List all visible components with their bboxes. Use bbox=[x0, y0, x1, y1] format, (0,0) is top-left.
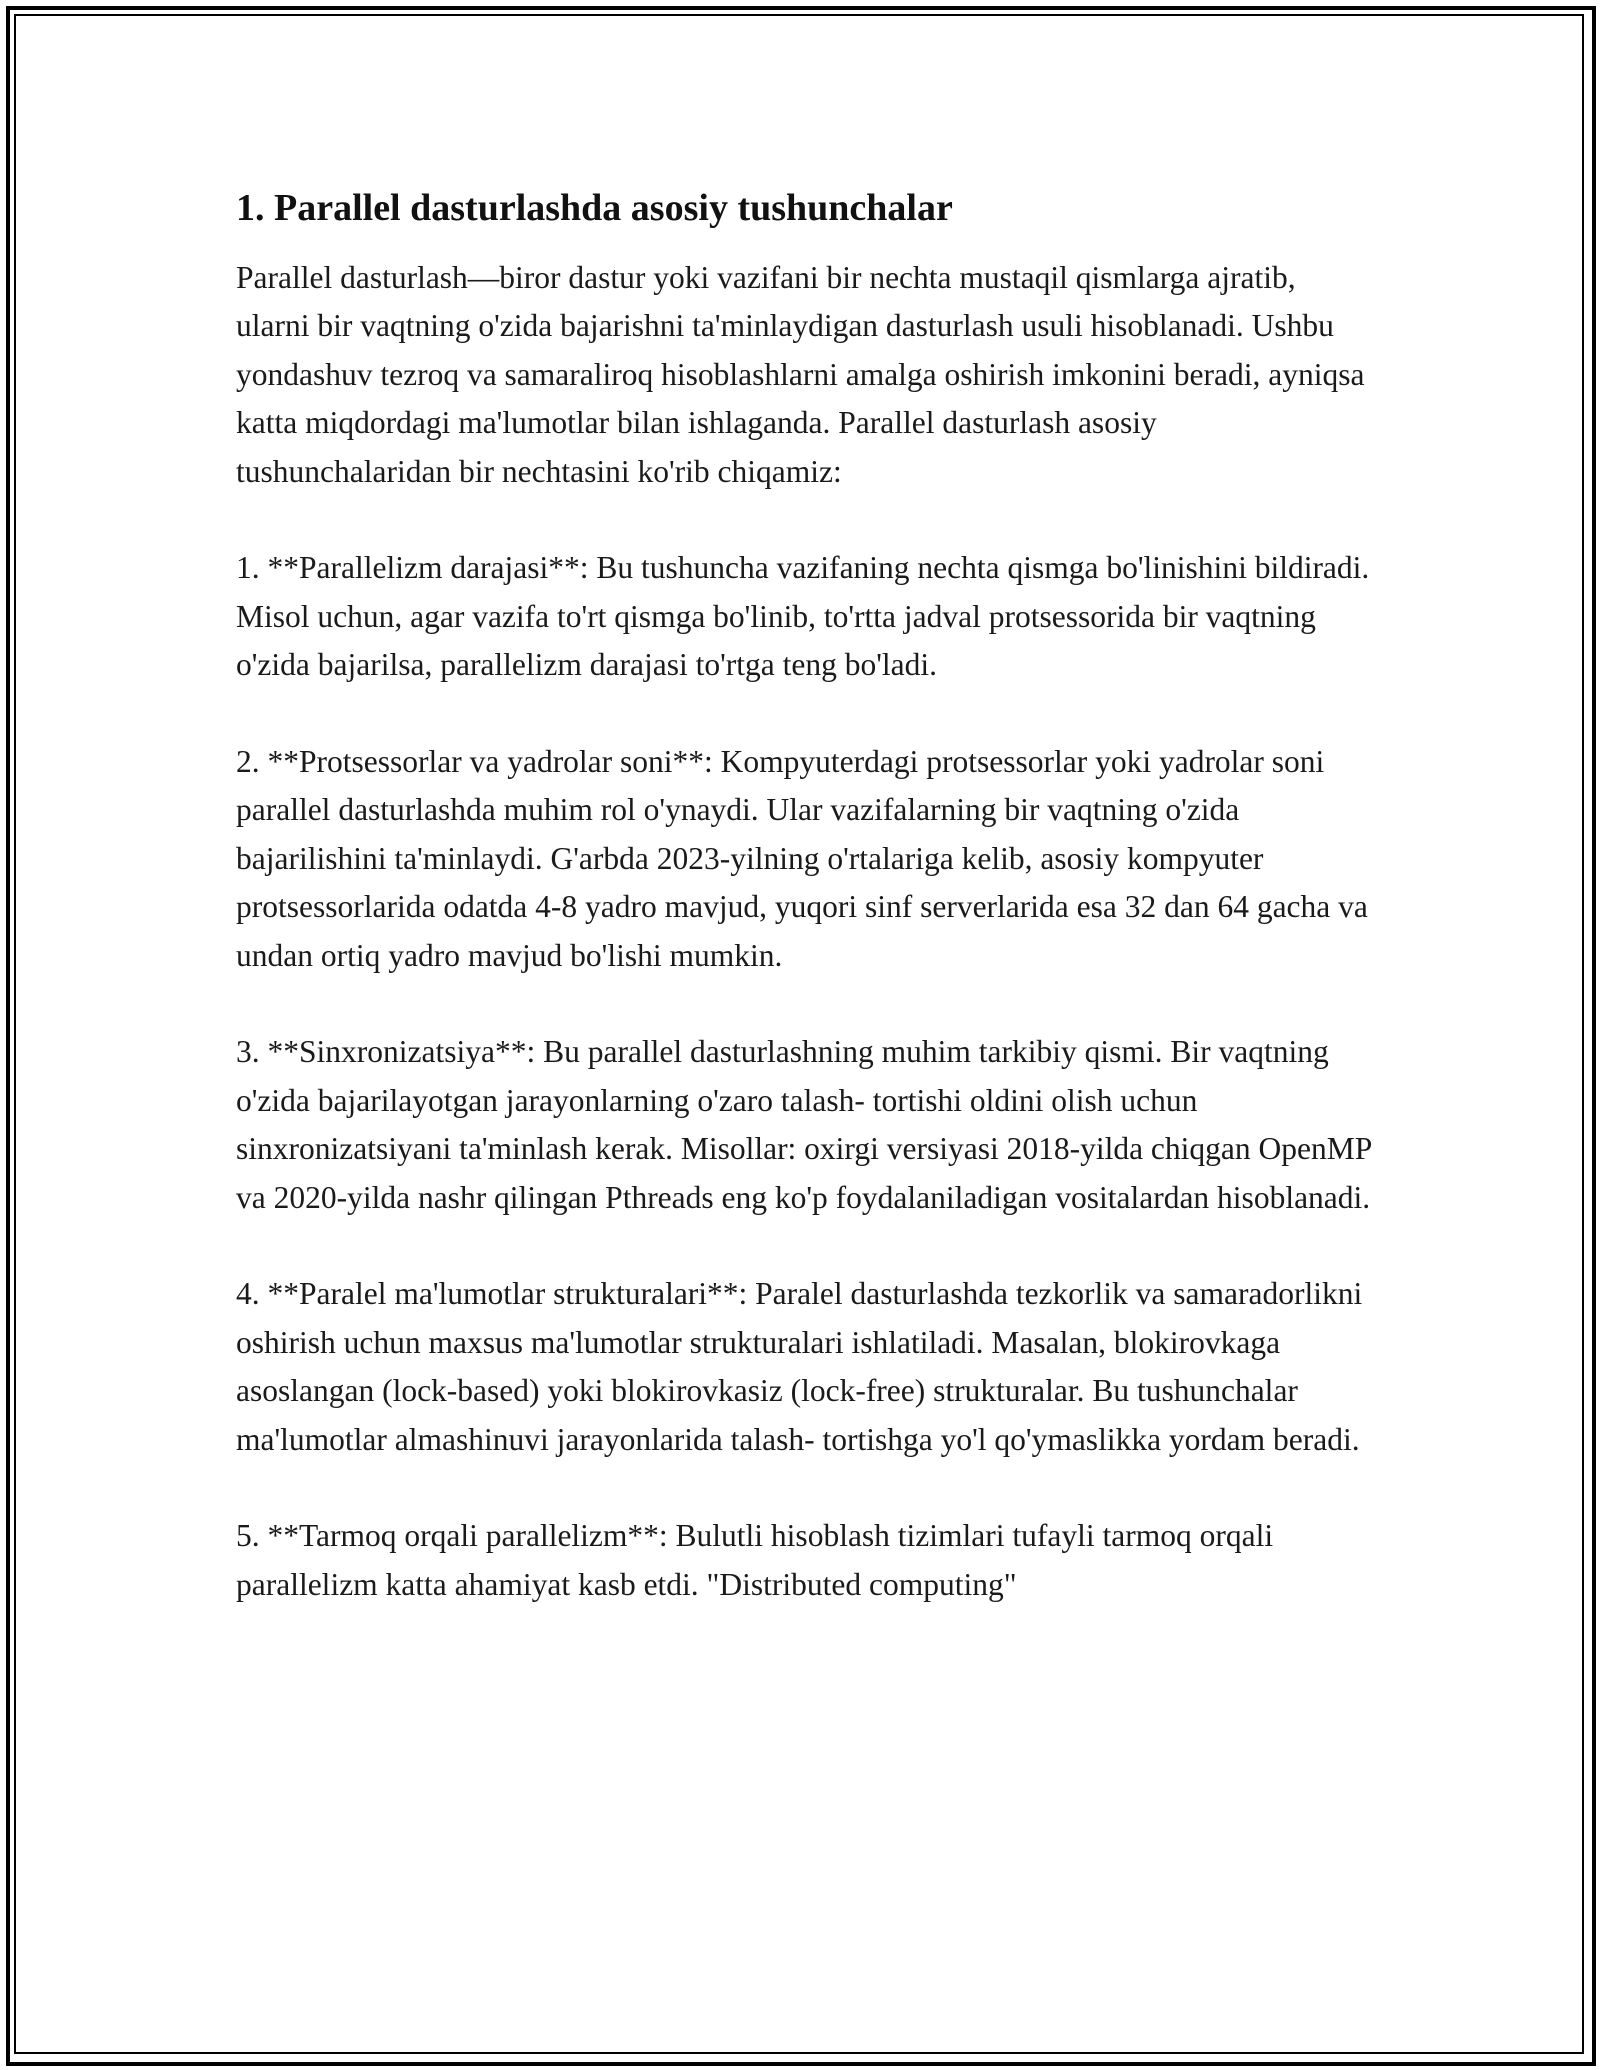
document-body bbox=[236, 184, 1376, 1609]
list-item-network-parallelism: 5. **Tarmoq orqali parallelizm**: Bulutli hisoblash tizimlari tufayli tarmoq orqali parallelizm katta ahamiyat kasb etdi. "Distributed computing" bbox=[236, 1518, 1274, 1602]
section-heading: 1. Parallel dasturlashda asosiy tushunchalar bbox=[236, 187, 953, 229]
list-item-synchronization: 3. **Sinxronizatsiya**: Bu parallel dasturlashning muhim tarkibiy qismi. Bir vaqtning o'zida bajarilayotgan jarayonlarning o'zaro talash- tortishi oldini olish uchun sinxronizatsiyani ta'minlash kerak. Misollar: oxirgi versiyasi 2018-yilda chiqgan OpenMP va 2020-yilda nashr qilingan Pthreads eng ko'p foydalaniladigan vositalardan hisoblanadi. bbox=[236, 1034, 1372, 1215]
list-item-data-structures: 4. **Paralel ma'lumotlar strukturalari**: Paralel dasturlashda tezkorlik va samaradorlikni oshirish uchun maxsus ma'lumotlar strukturalari ishlatiladi. Masalan, blokirovkaga asoslangan (lock-based) yoki blokirovkasiz (lock-free) strukturalar. Bu tushunchalar ma'lumotlar almashinuvi jarayonlarida talash- tortishga yo'l qo'ymaslikka yordam beradi. bbox=[236, 1276, 1363, 1457]
list-item-parallelism-degree: 1. **Parallelizm darajasi**: Bu tushuncha vazifaning nechta qismga bo'linishini bildiradi. Misol uchun, agar vazifa to'rt qismga bo'linib, to'rtta jadval protsessorida bir vaqtning o'zida bajarilsa, parallelizm darajasi to'rtga teng bo'ladi. bbox=[236, 550, 1370, 683]
list-item-processors-cores: 2. **Protsessorlar va yadrolar soni**: Kompyuterdagi protsessorlar yoki yadrolar soni parallel dasturlashda muhim rol o'ynaydi. Ular vazifalarning bir vaqtning o'zida bajarilishini ta'minlaydi. G'arbda 2023-yilning o'rtalariga kelib, asosiy kompyuter protsessorlarida odatda 4-8 yadro mavjud, yuqori sinf serverlarida esa 32 dan 64 gacha va undan ortiq yadro mavjud bo'lishi mumkin. bbox=[236, 744, 1368, 973]
intro-paragraph: Parallel dasturlash—biror dastur yoki vazifani bir nechta mustaqil qismlarga ajratib, ularni bir vaqtning o'zida bajarishni ta'minlaydigan dasturlash usuli hisoblanadi. Ushbu yondashuv tezroq va samaraliroq hisoblashlarni amalga oshirish imkonini beradi, ayniqsa katta miqdordagi ma'lumotlar bilan ishlaganda. Parallel dasturlash asosiy tushunchalaridan bir nechtasini ko'rib chiqamiz: bbox=[236, 260, 1365, 489]
